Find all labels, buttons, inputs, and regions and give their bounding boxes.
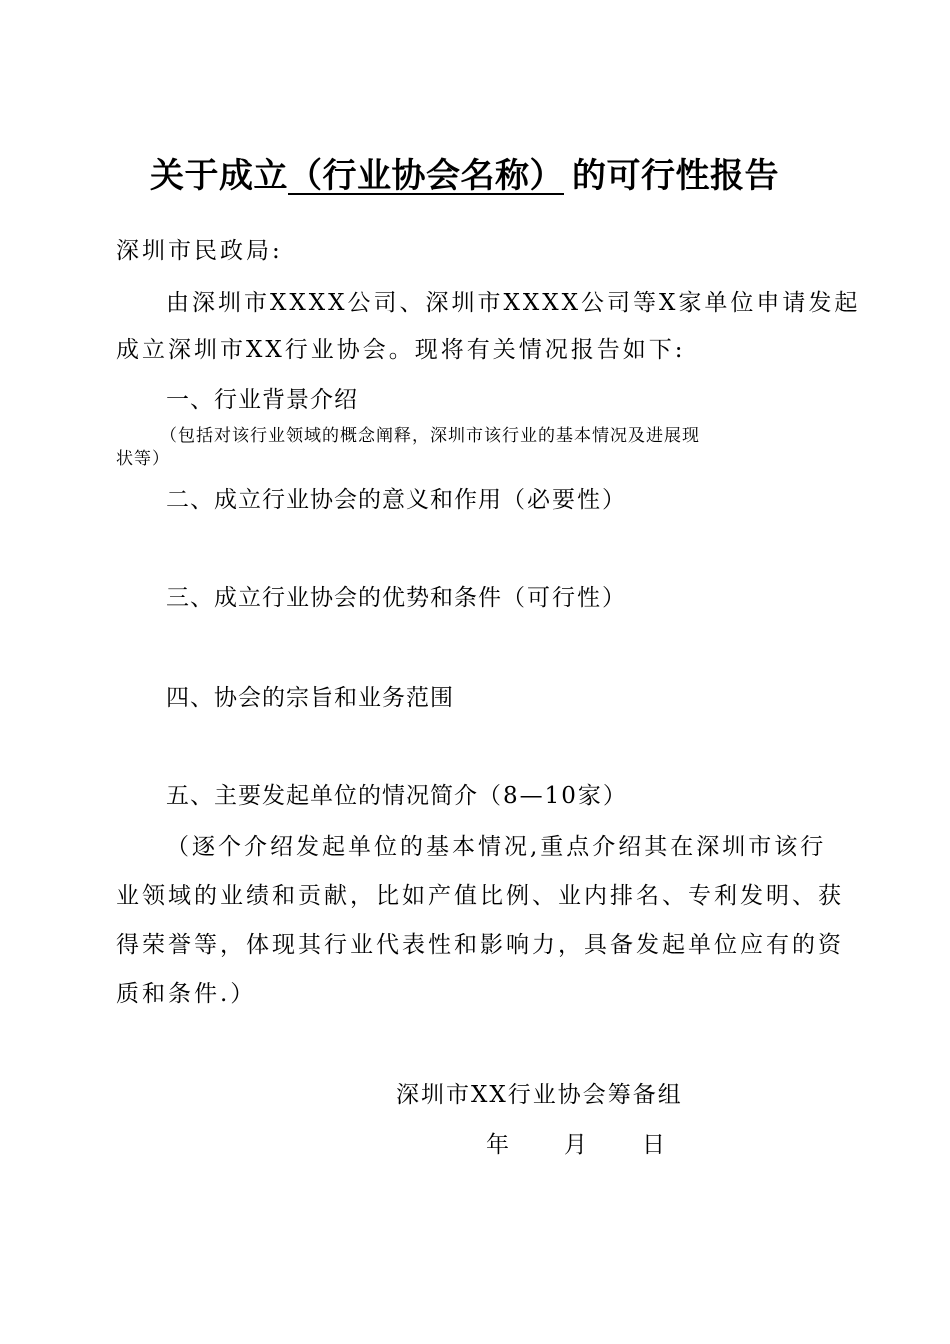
section-5-desc-line-1: （逐个介绍发起单位的基本情况,重点介绍其在深圳市该行 bbox=[166, 834, 827, 860]
title-prefix: 关于成立 bbox=[150, 156, 288, 196]
section-1-desc-line-2: 状等） bbox=[116, 449, 170, 469]
date-day: 日 bbox=[642, 1132, 668, 1158]
section-4-heading: 四、协会的宗旨和业务范围 bbox=[166, 685, 454, 711]
date-year: 年 bbox=[486, 1132, 512, 1158]
section-5-desc-line-2: 业领域的业绩和贡献，比如产值比例、业内排名、专利发明、获 bbox=[116, 883, 844, 909]
date-month: 月 bbox=[564, 1132, 590, 1158]
section-1-desc-line-1: （包括对该行业领域的概念阐释，深圳市该行业的基本情况及进展现 bbox=[160, 426, 700, 446]
intro-line-1: 由深圳市XXXX公司、深圳市XXXX公司等X家单位申请发起 bbox=[166, 290, 861, 316]
signature: 深圳市XX行业协会筹备组 bbox=[396, 1082, 683, 1108]
addressee: 深圳市民政局: bbox=[116, 238, 283, 264]
section-3-note: （可行性） bbox=[502, 585, 627, 611]
document-title bbox=[150, 148, 779, 197]
section-3-heading: 三、成立行业协会的优势和条件 bbox=[166, 585, 502, 611]
date-line bbox=[486, 1126, 668, 1159]
section-5-heading-row bbox=[166, 777, 628, 810]
section-1-heading: 一、行业背景介绍 bbox=[166, 387, 358, 413]
title-suffix: 的可行性报告 bbox=[572, 156, 779, 196]
intro-line-2: 成立深圳市XX行业协会。现将有关情况报告如下: bbox=[116, 337, 686, 363]
section-5-desc-line-3: 得荣誉等，体现其行业代表性和影响力，具备发起单位应有的资 bbox=[116, 932, 844, 958]
section-2-note: （必要性） bbox=[502, 487, 627, 513]
section-5-note: （8—10家） bbox=[478, 783, 628, 809]
section-5-heading: 五、主要发起单位的情况简介 bbox=[166, 783, 478, 809]
section-2-heading: 二、成立行业协会的意义和作用 bbox=[166, 487, 502, 513]
section-5-desc-line-4: 质和条件.） bbox=[116, 981, 257, 1007]
section-3-heading-row bbox=[166, 579, 627, 612]
section-2-heading-row bbox=[166, 481, 627, 514]
title-placeholder: （行业协会名称） bbox=[288, 156, 564, 196]
